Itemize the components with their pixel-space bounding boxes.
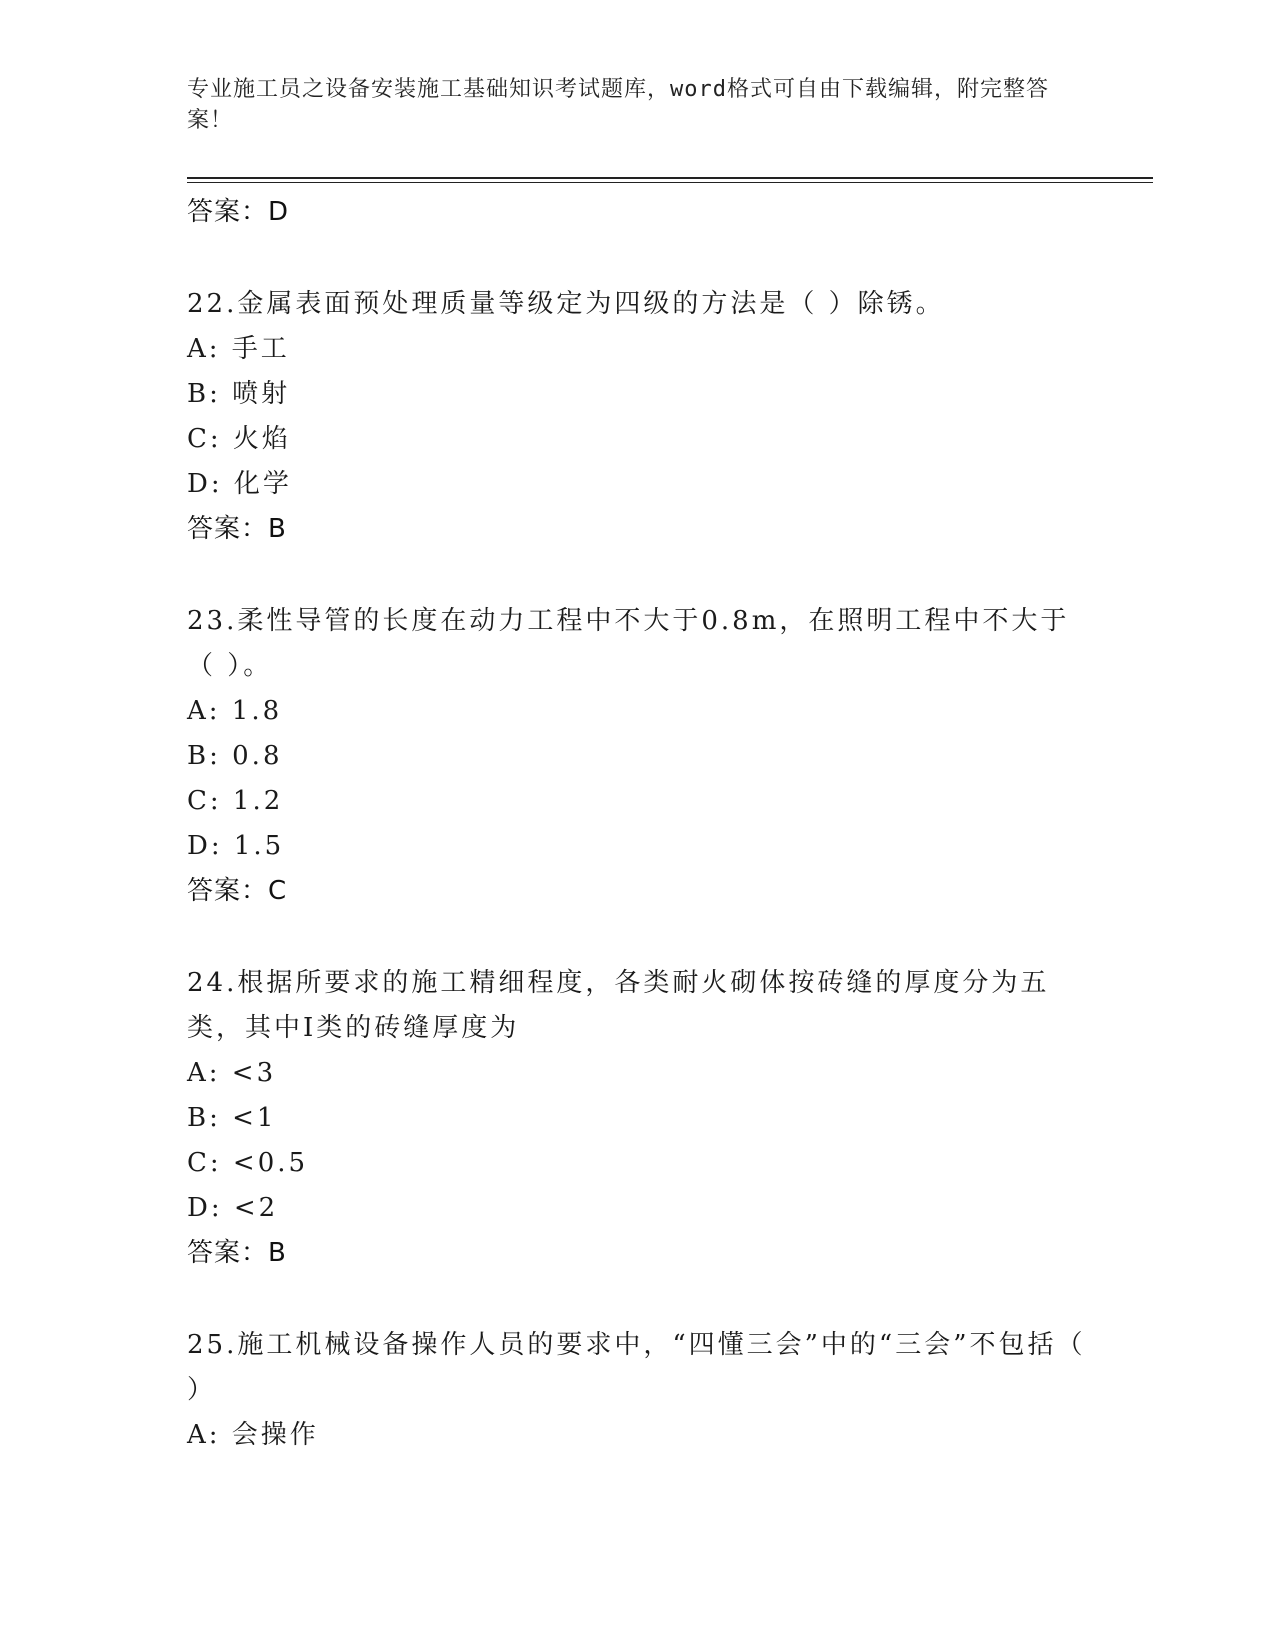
option-d: D: 1.5 [187, 831, 285, 861]
option-b: B: 喷射 [187, 379, 291, 409]
option-b: B: 0.8 [187, 741, 283, 771]
header-rule-thin [187, 182, 1153, 183]
option-b: B: <1 [187, 1103, 277, 1133]
answer-line: 答案：B [187, 514, 287, 544]
option-d: D: <2 [187, 1193, 279, 1223]
option-a: A: 手工 [187, 334, 290, 364]
spacer [187, 913, 1087, 961]
answer-line: 答案：D [187, 197, 290, 227]
answer-line: 答案：B [187, 1238, 287, 1268]
option-a: A: 1.8 [187, 696, 283, 726]
question-text: 25.施工机械设备操作人员的要求中，“四懂三会”中的“三会”不包括（ ） [187, 1330, 1086, 1405]
question-text: 24.根据所要求的施工精细程度，各类耐火砌体按砖缝的厚度分为五类，其中I类的砖缝厚度为 [187, 968, 1050, 1043]
spacer [187, 551, 1087, 599]
option-a: A: 会操作 [187, 1420, 319, 1450]
option-c: C: <0.5 [187, 1148, 309, 1178]
question-text: 22.金属表面预处理质量等级定为四级的方法是（ ）除锈。 [187, 289, 945, 319]
page-header: 专业施工员之设备安装施工基础知识考试题库，word格式可自由下载编辑，附完整答案！ [187, 77, 1049, 133]
question-list [187, 190, 1087, 1458]
question-text: 23.柔性导管的长度在动力工程中不大于0.8m，在照明工程中不大于（ ）。 [187, 606, 1070, 681]
header-rule-thick [187, 177, 1153, 179]
option-c: C: 火焰 [187, 424, 291, 454]
spacer [187, 234, 1087, 282]
answer-line: 答案：C [187, 876, 288, 906]
spacer [187, 1275, 1087, 1323]
option-d: D: 化学 [187, 469, 292, 499]
option-c: C: 1.2 [187, 786, 284, 816]
option-a: A: <3 [187, 1058, 277, 1088]
